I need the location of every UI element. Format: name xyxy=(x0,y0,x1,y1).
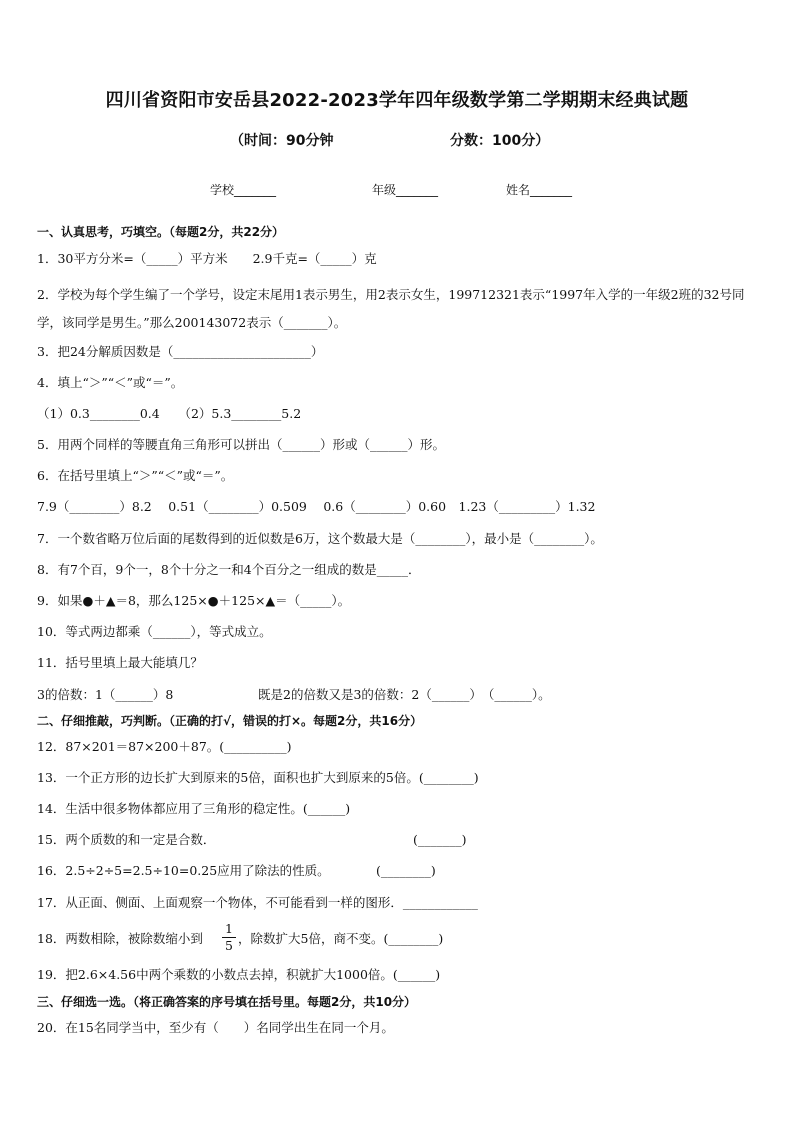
question-16-answer: (________) xyxy=(376,863,436,878)
question-11: 11．括号里填上最大能填几？ xyxy=(37,655,203,670)
question-4: 4．填上“＞”“＜”或“＝”。 xyxy=(37,375,184,390)
question-6-sub: 7.9（________）8.2 0.51（________）0.509 0.6（________）0.60 1.23（_________）1.32 xyxy=(37,499,596,514)
question-8: 8．有7个百，9个一，8个十分之一和4个百分之一组成的数是_____． xyxy=(37,562,421,577)
section-2-heading: 二、仔细推敲，巧判断。（正确的打√，错误的打×。每题2分，共16分） xyxy=(37,714,423,728)
question-6: 6．在括号里填上“＞”“＜”或“＝”。 xyxy=(37,468,234,483)
question-7: 7．一个数省略万位后面的尾数得到的近似数是6万，这个数最大是（________），最小是（________）。 xyxy=(37,531,603,546)
grade-field: 年级_______ xyxy=(372,183,439,197)
question-5: 5．用两个同样的等腰直角三角形可以拼出（______）形或（______）形。 xyxy=(37,437,445,452)
fraction-one-fifth xyxy=(222,922,236,953)
question-16: 16．2.5÷2÷5=2.5÷10=0.25应用了除法的性质。 xyxy=(37,863,330,878)
exam-score: 分数：100分） xyxy=(450,133,550,149)
question-18-part-b: ，除数扩大5倍，商不变。(________) xyxy=(238,931,444,946)
question-1: 1．30平方分米=（_____）平方米 2.9千克=（_____）克 xyxy=(37,251,377,266)
question-12: 12．87×201＝87×200＋87。(__________) xyxy=(37,739,292,754)
name-field: 姓名_______ xyxy=(506,183,573,197)
question-17: 17．从正面、侧面、上面观察一个物体，不可能看到一样的图形．____________ xyxy=(37,895,478,910)
question-15: 15．两个质数的和一定是合数． xyxy=(37,832,216,847)
fraction-numerator: 1 xyxy=(225,921,233,936)
question-4-sub: （1）0.3________0.4 （2）5.3________5.2 xyxy=(37,406,302,421)
exam-time: （时间：90分钟 xyxy=(230,133,334,149)
question-3: 3．把24分解质因数是（______________________） xyxy=(37,344,324,359)
section-1-heading: 一、认真思考，巧填空。（每题2分，共22分） xyxy=(37,225,285,239)
question-10: 10．等式两边都乘（______），等式成立。 xyxy=(37,624,272,639)
question-13: 13．一个正方形的边长扩大到原来的5倍，面积也扩大到原来的5倍。(________) xyxy=(37,770,479,785)
question-20: 20．在15名同学当中，至少有（ ）名同学出生在同一个月。 xyxy=(37,1020,394,1035)
school-field: 学校_______ xyxy=(210,183,277,197)
fraction-denominator: 5 xyxy=(225,938,233,953)
question-14: 14．生活中很多物体都应用了三角形的稳定性。(______) xyxy=(37,801,351,816)
question-9: 9．如果●＋▲＝8，那么125×●＋125×▲＝（_____）。 xyxy=(37,593,351,608)
question-19: 19．把2.6×4.56中两个乘数的小数点去掉，积就扩大1000倍。(______) xyxy=(37,967,441,982)
page-title: 四川省资阳市安岳县2022-2023学年四年级数学第二学期期末经典试题 xyxy=(105,90,689,111)
question-11-part-b: 既是2的倍数又是3的倍数：2（______） （______）。 xyxy=(258,687,551,702)
question-2: 2．学校为每个学生编了一个学号，设定末尾用1表示男生，用2表示女生，199712321表示“1997年入学的一年级2班的32号同学，该同学是男生。”那么200143072表示（_______）。 xyxy=(37,287,745,330)
question-11-part-a: 3的倍数：1（______）8 xyxy=(37,687,174,702)
section-3-heading: 三、仔细选一选。（将正确答案的序号填在括号里。每题2分，共10分） xyxy=(37,995,417,1009)
question-18-part-a: 18．两数相除，被除数缩小到 xyxy=(37,931,203,946)
question-15-answer: (_______) xyxy=(413,832,467,847)
